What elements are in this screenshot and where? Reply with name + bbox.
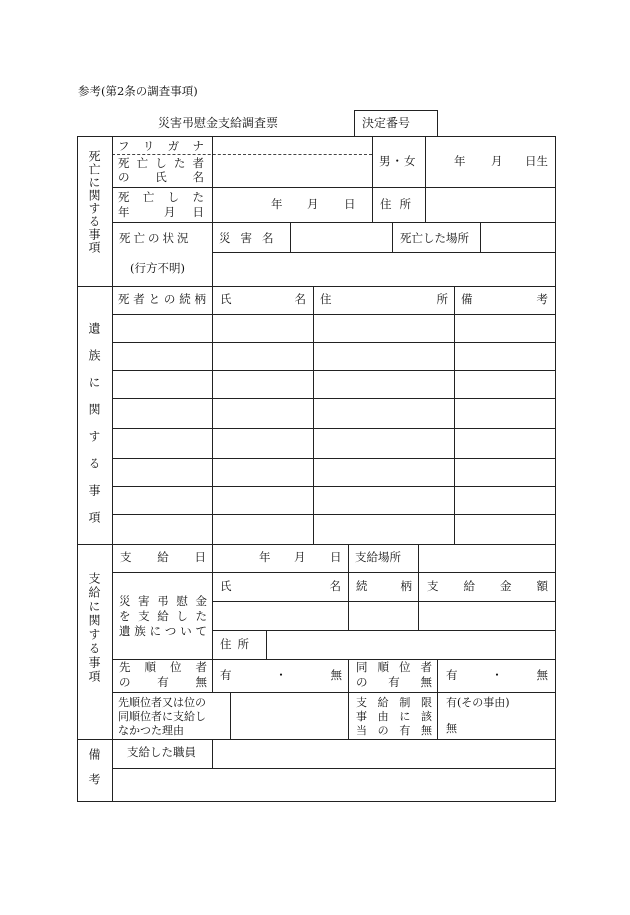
decision-number-label: 決定番号 <box>362 116 411 130</box>
payment-place-label: 支給場所 <box>355 550 401 564</box>
reason-label-3: なかつた理由 <box>118 724 184 737</box>
same-rank-label-2: の 有 無 <box>356 675 432 689</box>
form-title: 災害弔慰金支給調査票 <box>158 116 279 130</box>
section-remarks-label: 備考 <box>87 748 101 798</box>
relation-to-deceased-header: 死 者 と の 続 柄 <box>118 292 206 306</box>
restriction-label-2: 事 由 に 該 <box>356 710 432 723</box>
prior-rank-label-2: の 有 無 <box>119 675 207 689</box>
paying-staff-label: 支給した職員 <box>127 745 196 759</box>
reason-label: 先順位者又は位の <box>118 696 206 709</box>
reference-note: 参考(第2条の調査事項) <box>78 84 198 98</box>
prior-rank-label: 先 順 位 者 <box>119 660 207 674</box>
birth-year-label: 年 <box>454 154 466 168</box>
reason-label-2: 同順位者に支給し <box>118 710 206 723</box>
disaster-name-label: 災害名 <box>219 231 284 245</box>
furigana-label: フ リ ガ ナ <box>118 139 204 153</box>
section-death-label: 死亡に関する事項 <box>87 150 101 254</box>
pay-address-label: 住所 <box>220 637 255 651</box>
same-rank-label: 同 順 位 者 <box>356 660 432 674</box>
restriction-label: 支 給 制 限 <box>356 696 432 709</box>
pay-relation-header: 続 柄 <box>356 579 412 593</box>
death-month-label: 月 <box>307 197 319 211</box>
pay-amount-header: 支 給 金 額 <box>427 579 548 593</box>
prior-rank-options: 有 ・ 無 <box>220 668 342 682</box>
address-label: 住所 <box>380 197 419 211</box>
paid-family-label-2: を 支 給 し た <box>119 609 207 623</box>
paid-family-label-3: 遺 族 に つ い て <box>119 624 207 638</box>
family-address-header: 住 所 <box>320 292 448 306</box>
pay-day-label: 日 <box>330 550 342 564</box>
birth-month-label: 月 <box>491 154 503 168</box>
restriction-yes: 有(その事由) <box>446 696 510 709</box>
death-date-label-2: 年 月 日 <box>118 205 204 219</box>
death-day-label: 日 <box>344 197 356 211</box>
death-year-label: 年 <box>271 197 283 211</box>
deceased-name-label-2: の 氏 名 <box>118 170 204 184</box>
pay-year-label: 年 <box>259 550 271 564</box>
family-name-header: 氏 名 <box>220 292 306 306</box>
birth-day-label: 日生 <box>525 154 548 168</box>
deceased-name-label: 死 亡 し た 者 <box>118 156 204 170</box>
section-family-label: 遺族に関する事項 <box>87 322 101 538</box>
missing-label: (行方不明) <box>130 261 185 275</box>
paid-family-label: 災 害 弔 慰 金 <box>119 594 207 608</box>
restriction-no: 無 <box>446 722 457 735</box>
sex-label: 男・女 <box>379 154 417 168</box>
pay-name-header: 氏 名 <box>220 579 341 593</box>
section-payment-label: 支給に関する事項 <box>87 572 101 684</box>
same-rank-options: 有 ・ 無 <box>446 668 548 682</box>
death-status-label: 死亡の状況 <box>119 231 192 245</box>
pay-month-label: 月 <box>294 550 306 564</box>
death-date-label: 死 亡 し た <box>118 190 204 204</box>
restriction-label-3: 当 の 有 無 <box>356 724 432 737</box>
death-place-label: 死亡した場所 <box>400 231 469 245</box>
payment-date-label: 支 給 日 <box>120 550 206 564</box>
family-remarks-header: 備 考 <box>461 292 548 306</box>
